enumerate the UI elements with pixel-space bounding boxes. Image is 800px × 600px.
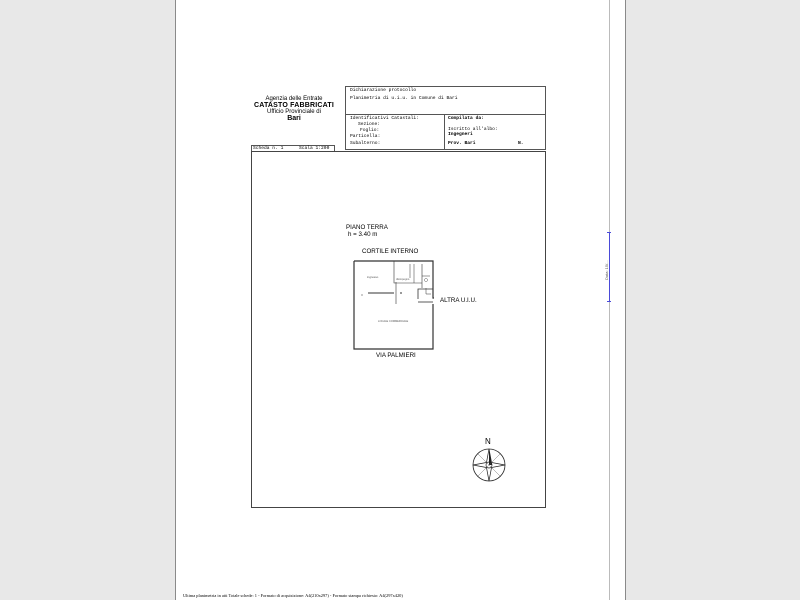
north-arrow-icon	[469, 446, 509, 486]
scheda-label: Scheda n. 1	[253, 145, 284, 151]
adjacent-unit-label: ALTRA U.I.U.	[440, 297, 477, 304]
footer-note: Ultima planimetria in atti Totale schede: 1 - Formato di acquisizione: A4(210x297) - Formato stampa richiesto: A4(297x420)	[183, 593, 403, 598]
page-border-left	[175, 0, 176, 600]
agency-header	[252, 96, 336, 122]
margin-marker	[609, 232, 610, 302]
svg-text:LOCALE COMMERCIALE: LOCALE COMMERCIALE	[378, 320, 409, 323]
ingegneri-label: Ingegneri	[448, 132, 473, 137]
identificativi-label: Identificativi Catastali:	[350, 116, 419, 121]
foglio-label: Foglio:	[360, 128, 380, 133]
floor-plan-drawing	[350, 258, 440, 353]
margin-marker-top	[607, 232, 611, 233]
page-border-right	[625, 0, 626, 600]
street-label: VIA PALMIERI	[376, 352, 416, 359]
n-label: N.	[518, 141, 524, 146]
particella-label: Particella:	[350, 134, 381, 139]
iscritto-label: Iscritto all'albo:	[448, 127, 498, 132]
scala-label: Scala 1:200	[299, 145, 330, 151]
svg-text:disimpegno: disimpegno	[396, 278, 410, 281]
city-label: Bari	[287, 115, 301, 122]
catasto-title: CATASTO FABBRICATI	[253, 102, 335, 109]
sezione-label: Sezione:	[358, 122, 381, 127]
subalterno-label: Subalterno:	[350, 141, 381, 146]
svg-text:ingresso: ingresso	[367, 275, 379, 279]
dichiarazione-label: Dichiarazione protocollo	[350, 88, 417, 93]
agency-name: Agenzia delle Entrate	[265, 96, 323, 102]
north-label: N	[485, 437, 491, 446]
floor-label: PIANO TERRA	[346, 224, 388, 231]
ufficio-label: Ufficio Provinciale di	[267, 109, 321, 115]
planimetria-label: Planimetria di u.i.u. in Comune di Bari	[350, 96, 458, 101]
prov-label: Prov. Bari	[448, 141, 476, 146]
courtyard-label: CORTILE INTERNO	[362, 248, 419, 255]
margin-marker-bottom	[607, 301, 611, 302]
compilata-label: Compilata da:	[448, 116, 484, 121]
side-stamp: Data: 15/...	[604, 260, 609, 280]
identificativi-divider	[444, 114, 445, 150]
height-label: h = 3.40 m	[348, 231, 378, 238]
